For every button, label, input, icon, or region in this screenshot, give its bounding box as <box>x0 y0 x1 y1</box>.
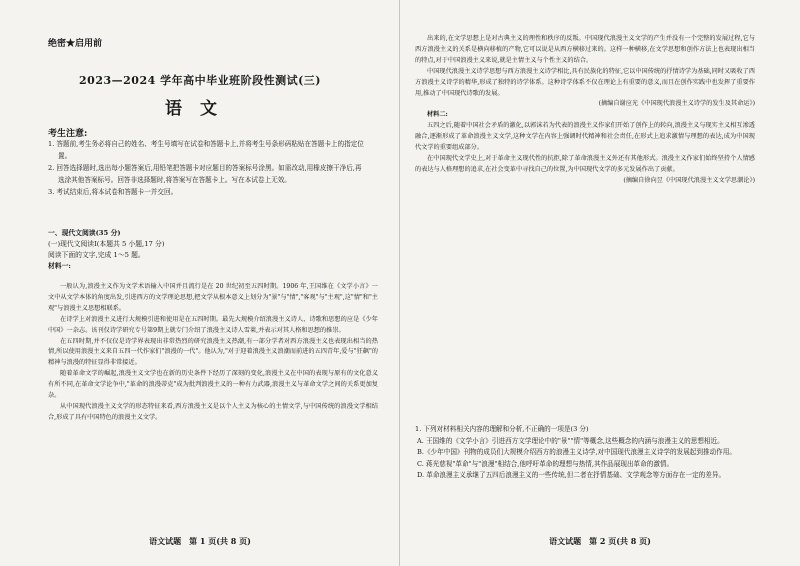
question-stem: 1. 下列对材料相关内容的理解和分析,不正确的一项是(3 分) <box>415 425 589 433</box>
notice-item: 1. 答题前,考生务必将自己的姓名、考生号填写在试卷和答题卡上,并将考生号条形码粘贴在答题卡上的指定位置。 <box>48 140 364 160</box>
paragraph: 五四之后,随着中国社会矛盾的激化,以郭沫若为代表的浪漫主义作家们开始了创作上的转向,浪漫主义与现实主义相互渗透融合,逐渐形成了革命浪漫主义文学,这种文学在内容上强调时代精神和社会责任,在形式上追求激情与理想的表达,成为中国现代文学的重要组成部分。 <box>415 122 755 152</box>
option-d: D. 革命浪漫主义承继了五四后浪漫主义的一些传统,但二者在抒情基础、文学观念等方面存在一定的差异。 <box>417 471 726 480</box>
material1-source: (摘编自谢应光《中国现代浪漫主义诗学的发生及其命运》) <box>598 100 755 108</box>
option-c: C. 蒋光慈视"革命"与"浪漫"相结合,他呼吁革命的理想与热情,其作品展现出革命的激情。 <box>417 459 674 468</box>
paragraph: 在诗学上对浪漫主义进行大规模引进和使用是在五四时期。最先大规模介绍浪漫主义诗人、诗歌和思想的应是《少年中国》一杂志。该刊仅诗学研究专号第9期上就专门介绍了浪漫主义诗人雪莱,并表示对其人格和思想的推崇。 <box>48 315 378 334</box>
paragraph: 中国现代浪漫主义诗学思想与西方浪漫主义诗学相比,具有民族化的特征,它以中国传统的抒情诗学为基础,同时又吸收了西方浪漫主义诗学的精华,形成了独特的诗学体系。这种诗学体系不仅在理论上有重要的意义,而且在创作实践中也发挥了重要作用,推动了中国现代诗歌的发展。 <box>415 67 755 97</box>
section-sub: (一)现代文阅读Ⅰ(本题共 5 小题,17 分) <box>48 240 165 248</box>
material2-source: (摘编自徐向昱《中国现代浪漫主义文学思潮论》) <box>623 176 755 184</box>
section-heading: 一、现代文阅读(35 分) <box>48 229 121 237</box>
page1-footer: 语文试题 第 1 页(共 8 页) <box>149 536 251 546</box>
paragraph: 在中国现代文学史上,对于革命主义现代性的抗拒,除了革命浪漫主义外还有其他形式。浪漫主义作家们始终坚持个人情感的表达与人格理想的追求,在社会变革中寻找自己的位置,为中国现代文学的多元发展作出了贡献。 <box>415 154 755 173</box>
subject-title: 语文 <box>165 99 235 119</box>
section-instruction: 阅读下面的文字,完成 1～5 题。 <box>48 251 145 259</box>
notice-list <box>48 138 368 198</box>
paragraph: 随着革命文学的崛起,浪漫主义文学也在新的历史条件下经历了深刻的变化,浪漫主义在中国的表现与原有的文化意义有所不同,在革命文学论争中,"革命的浪漫蒂克"成为批判浪漫主义的一种有力武器,浪漫主义与革命文学之间的关系更加复杂。 <box>48 370 378 400</box>
question-1 <box>415 424 755 482</box>
notice-item: 2. 回答选择题时,选出每小题答案后,用铅笔把答题卡对应题目的答案标号涂黑。如需改动,用橡皮擦干净后,再选涂其他答案标号。回答非选择题时,将答案写在答题卡上。写在本试卷上无效。 <box>48 164 362 184</box>
material1-label: 材料一: <box>48 262 71 270</box>
notice-item: 3. 考试结束后,将本试卷和答题卡一并交回。 <box>48 188 178 196</box>
page2-footer: 语文试题 第 2 页(共 8 页) <box>549 536 651 546</box>
paragraph: 出来的,在文学思想上是对古典主义的理性和秩序的反叛。中国现代浪漫主义文学的产生并没有一个完整的发展过程,它与西方浪漫主义的关系是横向移植的产物,它可以说是从西方横移过来的。这样一种横移,在文学思想和创作方法上也表现出相当的特点,对于中国浪漫主义来说,就是主情主义与个性主义的结合。 <box>415 35 755 64</box>
material-continued <box>415 34 755 187</box>
paragraph: 从中国现代浪漫主义文学的形态特征来看,西方浪漫主义是以个人主义为核心的主情文学,与中国传统的浪漫文学相结合,形成了具有中国特色的浪漫主义文学。 <box>48 402 378 421</box>
notice-heading: 考生注意: <box>48 129 88 139</box>
option-a: A. 王国维的《文学小言》引进西方文学理论中的"景""情"等概念,这些概念的内涵与浪漫主义的思想相近。 <box>417 436 724 445</box>
paragraph: 一般认为,浪漫主义作为文学术语输入中国并且流行是在 20 世纪初至五四时期。1906 年,王国维在《文学小言》一文中从文学本体的角度出发,引进西方的文学理论思想,把文学从根本意义上划分为"景"与"情","客观"与"主观",这"情"和"主观"与浪漫主义思想相联系。 <box>48 283 378 312</box>
paragraph: 在五四时期,并不仅仅是诗学界表现出非常热烈的研究浪漫主义热潮,有一部分学者对西方浪漫主义也表现出相当的热情,所以使用浪漫主义来自五四一代作家们"浪漫的一代"。他认为,"对于迎着浪漫主义浪潮而前进的五四青年,爱与"狂飙"的精神与浪漫的特征显得非常接近。 <box>48 337 378 367</box>
page-right <box>400 0 800 566</box>
secret-label: 绝密★启用前 <box>48 39 103 49</box>
material2-label: 材料二: <box>427 111 448 119</box>
material1-body <box>48 282 378 424</box>
exam-title: 2023—2024 学年高中毕业班阶段性测试(三) <box>79 74 321 87</box>
option-b: B.《少年中国》刊物的成员们大规模介绍西方的浪漫主义诗学,对中国现代浪漫主义诗学的发展起到推动作用。 <box>417 448 736 457</box>
section-header <box>48 228 378 272</box>
